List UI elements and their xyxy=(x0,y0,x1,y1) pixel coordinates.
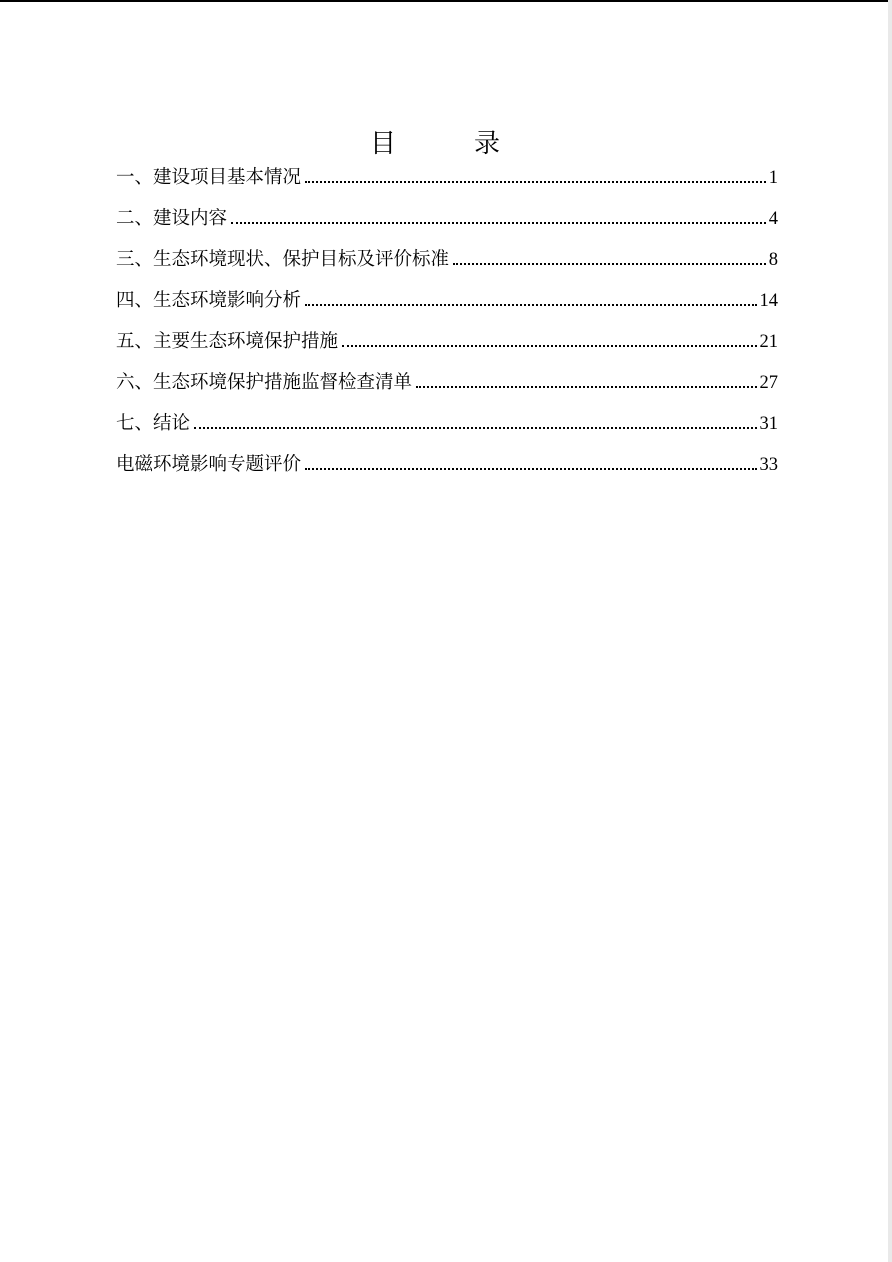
toc-dot-leader xyxy=(231,221,766,224)
toc-dot-leader xyxy=(305,303,756,306)
toc-entry[interactable] xyxy=(116,198,778,239)
toc-entry-label: 六、生态环境保护措施监督检查清单 xyxy=(116,372,413,393)
toc-entry[interactable] xyxy=(116,157,778,198)
toc-entry-page: 27 xyxy=(759,373,778,393)
toc-list xyxy=(116,157,778,485)
page-top-border xyxy=(0,0,892,2)
toc-title: 目 录 xyxy=(369,129,526,159)
toc-entry-label: 二、建设内容 xyxy=(116,208,228,229)
toc-entry-label: 三、生态环境现状、保护目标及评价标准 xyxy=(116,249,450,270)
toc-entry-page: 8 xyxy=(768,250,778,270)
toc-entry[interactable] xyxy=(116,280,778,321)
toc-dot-leader xyxy=(305,180,766,183)
toc-entry-label: 一、建设项目基本情况 xyxy=(116,167,302,188)
toc-dot-leader xyxy=(342,344,756,347)
toc-dot-leader xyxy=(416,385,756,388)
toc-entry-page: 4 xyxy=(768,209,778,229)
toc-dot-leader xyxy=(194,426,756,429)
toc-dot-leader xyxy=(305,467,756,470)
toc-entry-page: 14 xyxy=(759,291,778,311)
toc-entry-page: 21 xyxy=(759,332,778,352)
toc-entry[interactable] xyxy=(116,403,778,444)
toc-entry-label: 电磁环境影响专题评价 xyxy=(116,454,302,475)
toc-entry[interactable] xyxy=(116,239,778,280)
toc-entry[interactable] xyxy=(116,444,778,485)
toc-entry-page: 31 xyxy=(759,414,778,434)
page-right-edge xyxy=(888,0,892,1262)
toc-entry-label: 四、生态环境影响分析 xyxy=(116,290,302,311)
toc-dot-leader xyxy=(453,262,766,265)
toc-entry-page: 33 xyxy=(759,455,778,475)
toc-entry-page: 1 xyxy=(768,168,778,188)
toc-entry-label: 七、结论 xyxy=(116,413,191,434)
toc-entry-label: 五、主要生态环境保护措施 xyxy=(116,331,339,352)
toc-entry[interactable] xyxy=(116,362,778,403)
toc-entry[interactable] xyxy=(116,321,778,362)
